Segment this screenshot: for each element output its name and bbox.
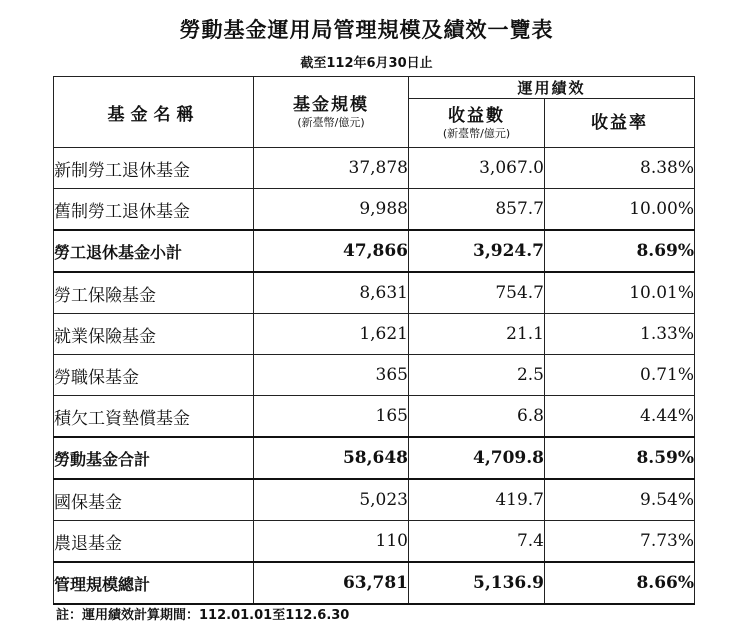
subtotal-row [54, 230, 695, 272]
fund-size-cell: 365 [254, 355, 409, 396]
return-rate-cell: 9.54% [545, 479, 695, 521]
fund-name-cell: 農退基金 [54, 521, 254, 563]
fund-name-cell: 新制勞工退休基金 [54, 148, 254, 189]
header-return-rate: 收益率 [545, 99, 695, 148]
total-row [54, 437, 695, 479]
return-rate-cell: 8.66% [545, 562, 695, 604]
income-cell: 3,924.7 [409, 230, 545, 272]
header-performance-group: 運用績效 [409, 77, 695, 99]
fund-name-cell: 舊制勞工退休基金 [54, 189, 254, 231]
fund-name-cell: 積欠工資墊償基金 [54, 396, 254, 438]
income-cell: 419.7 [409, 479, 545, 521]
table-row [54, 355, 695, 396]
return-rate-cell: 8.69% [545, 230, 695, 272]
table-row [54, 148, 695, 189]
header-fund-size [254, 77, 409, 148]
return-rate-cell: 10.00% [545, 189, 695, 231]
return-rate-cell: 4.44% [545, 396, 695, 438]
fund-size-cell: 58,648 [254, 437, 409, 479]
fund-size-cell: 1,621 [254, 314, 409, 355]
header-income [409, 99, 545, 148]
income-cell: 754.7 [409, 272, 545, 314]
fund-size-cell: 9,988 [254, 189, 409, 231]
header-fund-name: 基金名稱 [54, 77, 254, 148]
income-cell: 21.1 [409, 314, 545, 355]
income-cell: 6.8 [409, 396, 545, 438]
return-rate-cell: 10.01% [545, 272, 695, 314]
fund-name-cell: 管理規模總計 [54, 562, 254, 604]
fund-name-cell: 勞工保險基金 [54, 272, 254, 314]
return-rate-cell: 8.59% [545, 437, 695, 479]
fund-performance-table [53, 76, 695, 605]
fund-size-cell: 63,781 [254, 562, 409, 604]
header-income-unit: (新臺幣/億元) [442, 127, 511, 140]
return-rate-cell: 8.38% [545, 148, 695, 189]
header-fund-size-unit: (新臺幣/億元) [297, 116, 365, 129]
grand-total-row [54, 562, 695, 604]
fund-size-cell: 110 [254, 521, 409, 563]
income-cell: 857.7 [409, 189, 545, 231]
income-cell: 4,709.8 [409, 437, 545, 479]
fund-name-cell: 就業保險基金 [54, 314, 254, 355]
return-rate-cell: 7.73% [545, 521, 695, 563]
table-row [54, 272, 695, 314]
header-fund-size-label: 基金規模 [293, 95, 369, 115]
as-of-date: 截至112年6月30日止 [300, 56, 433, 71]
return-rate-cell: 0.71% [545, 355, 695, 396]
income-cell: 3,067.0 [409, 148, 545, 189]
fund-size-cell: 47,866 [254, 230, 409, 272]
fund-size-cell: 165 [254, 396, 409, 438]
table-row [54, 479, 695, 521]
fund-name-cell: 國保基金 [54, 479, 254, 521]
fund-name-cell: 勞職保基金 [54, 355, 254, 396]
fund-size-cell: 37,878 [254, 148, 409, 189]
fund-size-cell: 5,023 [254, 479, 409, 521]
income-cell: 2.5 [409, 355, 545, 396]
return-rate-cell: 1.33% [545, 314, 695, 355]
fund-name-cell: 勞動基金合計 [54, 437, 254, 479]
fund-name-cell: 勞工退休基金小計 [54, 230, 254, 272]
table-row [54, 396, 695, 438]
header-income-label: 收益數 [448, 106, 505, 126]
table-row [54, 189, 695, 231]
income-cell: 5,136.9 [409, 562, 545, 604]
income-cell: 7.4 [409, 521, 545, 563]
page-title: 勞動基金運用局管理規模及績效一覽表 [179, 18, 554, 42]
table-row [54, 521, 695, 563]
footnote: 註：運用績效計算期間：112.01.01至112.6.30 [56, 608, 350, 623]
fund-size-cell: 8,631 [254, 272, 409, 314]
table-row [54, 314, 695, 355]
